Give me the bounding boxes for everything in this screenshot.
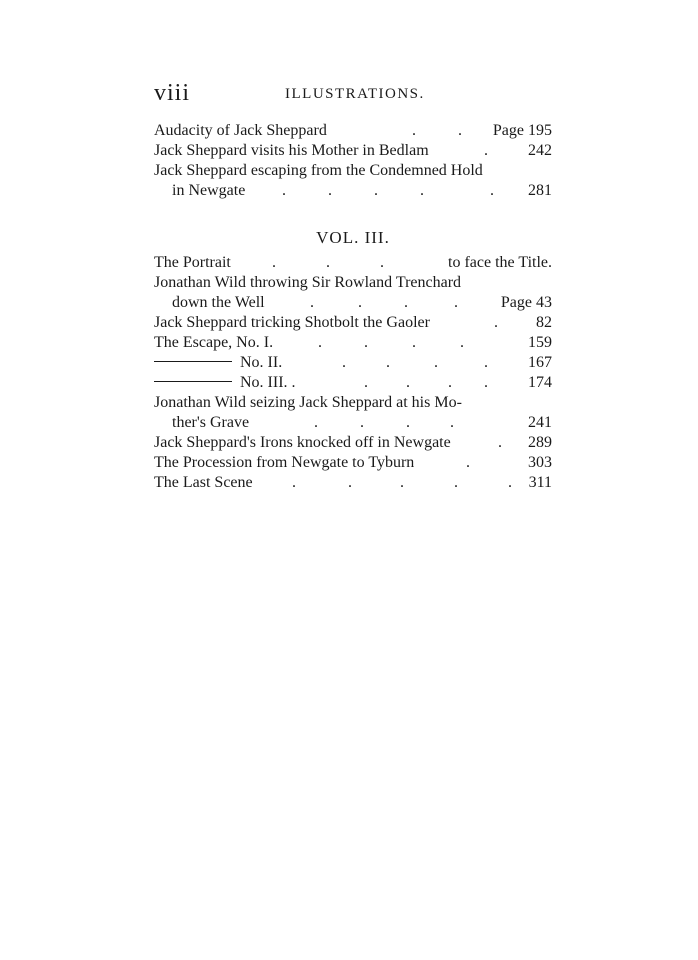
list-item: The Last Scene . . . . . 311 [154,474,552,491]
running-head: ILLUSTRATIONS. [285,86,425,102]
list-item: Jack Sheppard visits his Mother in Bedlam . 242 [154,142,552,159]
list-item: No. II. . . . . 167 [154,352,552,374]
list-item: The Procession from Newgate to Tyburn . 303 [154,454,552,471]
list-item: The Portrait . . . to face the Title. [154,254,552,271]
page-number: viii [154,80,191,106]
ditto-rule [154,361,232,362]
list-item: The Escape, No. I. . . . . 159 [154,334,552,351]
list-item: No. III. . . . . . 174 [154,372,552,394]
list-item: Jonathan Wild throwing Sir Rowland Trenchard [154,274,462,291]
volume-heading: VOL. III. [316,228,390,247]
list-item: Jack Sheppard's Irons knocked off in Newgate . 289 [154,434,552,451]
list-item: Jack Sheppard tricking Shotbolt the Gaoler . 82 [154,314,552,331]
list-item: in Newgate . . . . . 281 [172,182,552,199]
list-item: Jack Sheppard escaping from the Condemned Hold [154,162,483,179]
list-item: down the Well . . . . Page 43 [172,294,552,311]
list-item: Jonathan Wild seizing Jack Sheppard at his Mo- [154,394,462,411]
page-header [154,80,554,108]
list-item: ther's Grave . . . . 241 [172,414,552,431]
list-item: Audacity of Jack Sheppard . . Page 195 [154,122,552,139]
ditto-rule [154,381,232,382]
